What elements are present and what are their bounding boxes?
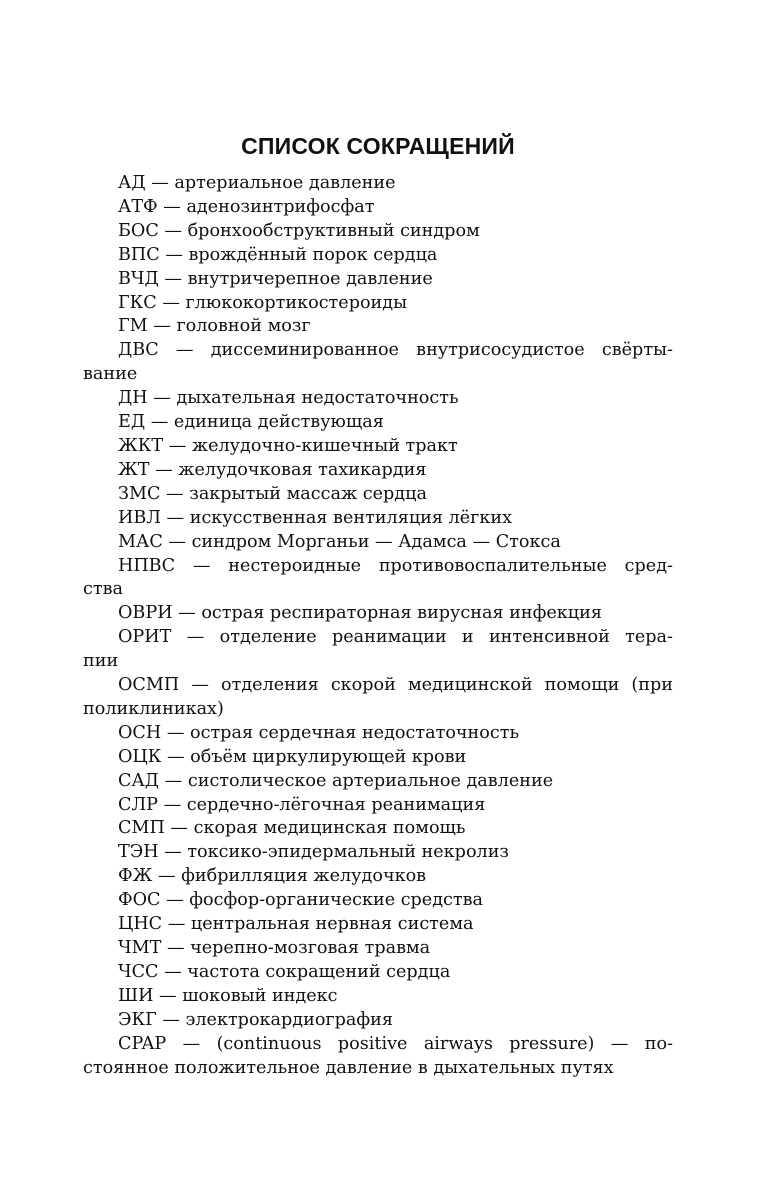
- abbreviation-entry-continuation: вание: [83, 364, 138, 385]
- abbreviation-list: [83, 172, 673, 1080]
- abbreviation-entry: ЧСС — частота сокращений сердца: [118, 961, 451, 982]
- abbreviation-entry: ОСН — острая сердечная недостаточность: [118, 722, 520, 743]
- page-title: СПИСОК СОКРАЩЕНИЙ: [241, 133, 515, 159]
- abbreviation-entry: СМП — скорая медицинская помощь: [118, 818, 466, 839]
- abbreviation-entry-line: ОСМП — отделения скорой медицинской помощи (при: [118, 675, 673, 696]
- abbreviation-entry: АД — артериальное давление: [118, 173, 396, 193]
- abbreviation-entry-continuation: пии: [83, 651, 119, 672]
- abbreviation-entry: ТЭН — токсико-эпидермальный некролиз: [118, 842, 510, 863]
- abbreviation-entry-continuation: ства: [83, 579, 123, 600]
- abbreviation-entry: ДН — дыхательная недостаточность: [118, 388, 459, 409]
- abbreviation-entry: СЛР — сердечно-лёгочная реанимация: [118, 794, 486, 815]
- abbreviation-entry: [83, 674, 673, 722]
- abbreviation-entry: ЕД — единица действующая: [118, 412, 384, 433]
- abbreviation-entry: ШИ — шоковый индекс: [118, 985, 338, 1006]
- abbreviation-entry: ЭКГ — электрокардиография: [118, 1009, 393, 1030]
- abbreviation-entry: БОС — бронхообструктивный синдром: [118, 220, 480, 241]
- abbreviation-entry: ЖТ — желудочковая тахикардия: [118, 459, 427, 480]
- abbreviation-entry: [83, 626, 673, 674]
- abbreviation-entry: ЧМТ — черепно-мозговая травма: [118, 938, 431, 958]
- abbreviation-entry-continuation: стоянное положительное давление в дыхательных путях: [83, 1057, 614, 1078]
- abbreviation-entry-line: ОРИТ — отделение реанимации и интенсивной тера-: [118, 627, 673, 648]
- abbreviation-entry: ОЦК — объём циркулирующей крови: [118, 746, 467, 767]
- abbreviation-entry-continuation: поликлиниках): [83, 698, 224, 719]
- abbreviation-entry: ИВЛ — искусственная вентиляция лёгких: [118, 507, 513, 528]
- abbreviation-entry: ЖКТ — желудочно-кишечный тракт: [118, 435, 458, 456]
- abbreviation-entry: [83, 1033, 673, 1081]
- abbreviation-entry: МАС — синдром Морганьи — Адамса — Стокса: [118, 531, 561, 552]
- abbreviation-entry: АТФ — аденозинтрифосфат: [118, 196, 375, 217]
- abbreviation-entry: ВЧД — внутричерепное давление: [118, 268, 433, 289]
- abbreviation-entry-line: ДВС — диссеминированное внутрисосудистое свёрты-: [118, 340, 673, 361]
- abbreviation-entry: [83, 339, 673, 387]
- abbreviation-entry: ФЖ — фибрилляция желудочков: [118, 866, 427, 887]
- abbreviation-entry: ЦНС — центральная нервная система: [118, 914, 474, 935]
- abbreviation-entry: ЗМС — закрытый массаж сердца: [118, 483, 427, 504]
- abbreviation-entry: ГКС — глюкокортикостероиды: [118, 292, 408, 313]
- abbreviation-entry-line: CPAP — (continuous positive airways pressure) — по-: [118, 1033, 673, 1054]
- abbreviation-entry: ВПС — врождённый порок сердца: [118, 244, 438, 265]
- abbreviation-entry: [83, 555, 673, 603]
- abbreviation-entry-line: НПВС — нестероидные противовоспалительные сред-: [118, 555, 673, 576]
- abbreviation-entry: ФОС — фосфор-органические средства: [118, 890, 484, 911]
- abbreviation-entry: САД — систолическое артериальное давление: [118, 770, 554, 791]
- abbreviation-entry: ОВРИ — острая респираторная вирусная инфекция: [118, 603, 602, 624]
- abbreviation-entry: ГМ — головной мозг: [118, 316, 311, 337]
